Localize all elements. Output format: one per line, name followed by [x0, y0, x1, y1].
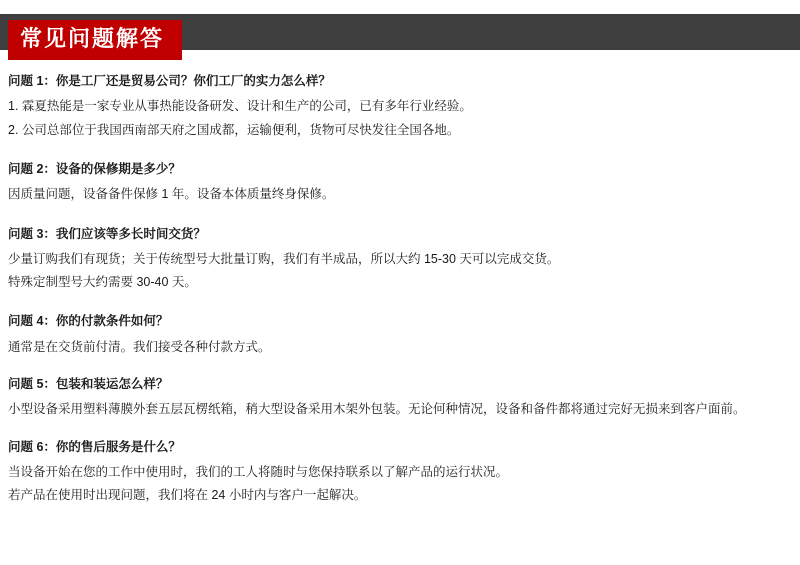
- faq-answer: 1. 霖夏热能是一家专业从事热能设备研发、设计和生产的公司，已有多年行业经验。: [8, 99, 472, 114]
- faq-answer: 因质量问题，设备备件保修 1 年。设备本体质量终身保修。: [8, 187, 335, 202]
- faq-answer: 当设备开始在您的工作中使用时，我们的工人将随时与您保持联系以了解产品的运行状况。: [8, 465, 509, 479]
- faq-question: 问题 3：我们应该等多长时间交货？: [8, 226, 206, 241]
- faq-question: 问题 6：你的售后服务是什么？: [8, 439, 181, 454]
- faq-question: 问题 1：你是工厂还是贸易公司？你们工厂的实力怎么样？: [8, 74, 331, 88]
- page-title-box: [8, 20, 182, 60]
- faq-answer: 小型设备采用塑料薄膜外套五层瓦楞纸箱，稍大型设备采用木架外包装。无论何种情况，设备和备件都将通过完好无损来到客户面前。: [8, 402, 746, 417]
- faq-content: [8, 72, 792, 522]
- faq-answer: 特殊定制型号大约需要 30-40 天。: [8, 275, 197, 290]
- faq-item: [8, 312, 792, 357]
- faq-item: [8, 160, 792, 205]
- faq-question: 问题 2：设备的保修期是多少？: [8, 161, 181, 176]
- faq-answer: 通常是在交货前付清。我们接受各种付款方式。: [8, 339, 271, 354]
- faq-answer: 若产品在使用时出现问题，我们将在 24 小时内与客户一起解决。: [8, 488, 367, 503]
- faq-item: [8, 375, 792, 420]
- faq-question: 问题 5：包装和装运怎么样？: [8, 377, 169, 391]
- faq-question: 问题 4：你的付款条件如何？: [8, 314, 169, 329]
- faq-item: [8, 225, 792, 293]
- faq-answer: 少量订购我们有现货；关于传统型号大批量订购，我们有半成品，所以大约 15-30 天可以完成交货。: [8, 251, 560, 266]
- faq-item: [8, 72, 792, 140]
- faq-answer: 2. 公司总部位于我国西南部天府之国成都，运输便利，货物可尽快发往全国各地。: [8, 122, 460, 137]
- faq-item: [8, 438, 792, 506]
- page-title: 常见问题解答: [20, 26, 165, 51]
